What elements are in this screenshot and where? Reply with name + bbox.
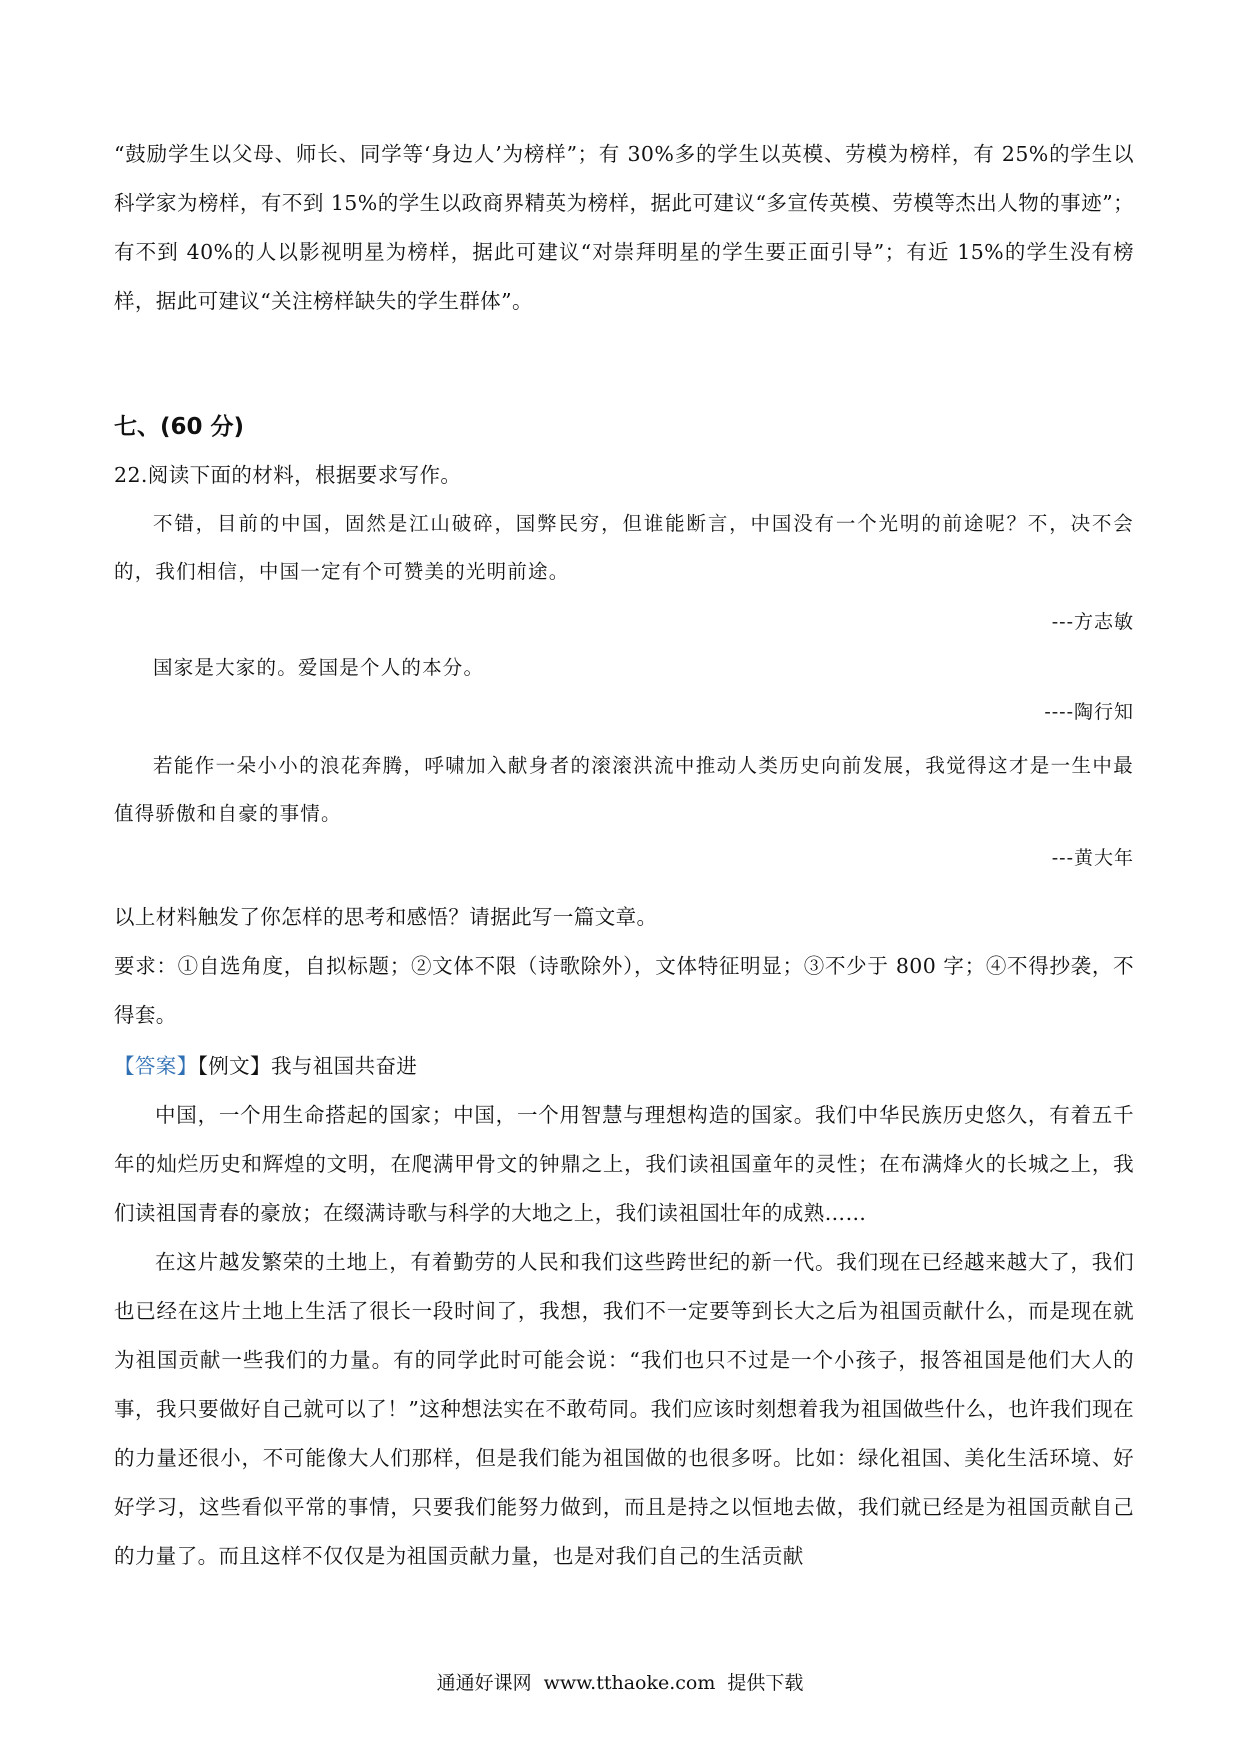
quote-author: ---黄大年 bbox=[1051, 847, 1134, 869]
intro-paragraph: “鼓励学生以父母、师长、同学等‘身边人’为榜样”；有 30%多的学生以英模、劳模为榜样，有 25%的学生以科学家为榜样，有不到 15%的学生以政商界精英为榜样，据此可建议“多宣传英模、劳模等杰出人物的事迹”；有不到 40%的人以影视明星为榜样，据此可建议“对崇拜明星的学生要正面引导”；有近 15%的学生没有榜样，据此可建议“关注榜样缺失的学生群体”。 bbox=[114, 142, 1134, 313]
essay-paragraph: 中国，一个用生命搭起的国家；中国，一个用智慧与理想构造的国家。我们中华民族历史悠久，有着五千年的灿烂历史和辉煌的文明，在爬满甲骨文的钟鼎之上，我们读祖国童年的灵性；在布满烽火的长城之上，我们读祖国青春的豪放；在缀满诗歌与科学的大地之上，我们读祖国壮年的成熟…… bbox=[114, 1103, 1134, 1225]
writing-task: 以上材料触发了你怎样的思考和感悟？请据此写一篇文章。 bbox=[114, 905, 658, 929]
quote-text: 国家是大家的。爱国是个人的本分。 bbox=[153, 656, 485, 679]
writing-requirements: 要求：①自选角度，自拟标题；②文体不限（诗歌除外），文体特征明显；③不少于 800 字；④不得抄袭，不得套。 bbox=[114, 954, 1134, 1027]
answer-block bbox=[114, 1042, 1134, 1581]
answer-tag: 【答案】 bbox=[114, 1054, 198, 1078]
essay-title: 我与祖国共奋进 bbox=[270, 1054, 418, 1078]
footer-url[interactable]: www.tthaoke.com bbox=[543, 1672, 716, 1694]
intro-block bbox=[114, 130, 1134, 326]
section-title: 七、(60 分) bbox=[114, 414, 245, 440]
quote-2 bbox=[114, 644, 1134, 732]
footer-suffix: 提供下载 bbox=[727, 1672, 804, 1694]
essay-paragraph: 在这片越发繁荣的土地上，有着勤劳的人民和我们这些跨世纪的新一代。我们现在已经越来越大了，我们也已经在这片土地上生活了很长一段时间了，我想，我们不一定要等到长大之后为祖国贡献什么，而是现在就为祖国贡献一些我们的力量。有的同学此时可能会说：“我们也只不过是一个小孩子，报答祖国是他们大人的事，我只要做好自己就可以了！”这种想法实在不敢苟同。我们应该时刻想着我为祖国做些什么，也许我们现在的力量还很小，不可能像大人们那样，但是我们能为祖国做的也很多呀。比如：绿化祖国、美化生活环境、好好学习，这些看似平常的事情，只要我们能努力做到，而且是持之以恒地去做，我们就已经是为祖国贡献自己的力量了。而且这样不仅仅是为祖国贡献力量，也是对我们自己的生活贡献 bbox=[114, 1250, 1134, 1568]
quote-text: 不错，目前的中国，固然是江山破碎，国弊民穷，但谁能断言，中国没有一个光明的前途呢？不，决不会的，我们相信，中国一定有个可赞美的光明前途。 bbox=[114, 512, 1134, 583]
quote-author: ----陶行知 bbox=[1044, 701, 1134, 723]
question-prompt: 22.阅读下面的材料，根据要求写作。 bbox=[114, 463, 462, 487]
question-block bbox=[114, 451, 1134, 500]
quote-3 bbox=[114, 742, 1134, 878]
answer-heading bbox=[114, 1042, 1134, 1091]
quote-text: 若能作一朵小小的浪花奔腾，呼啸加入献身者的滚滚洪流中推动人类历史向前发展，我觉得这才是一生中最值得骄傲和自豪的事情。 bbox=[114, 754, 1134, 825]
page-footer bbox=[0, 1668, 1240, 1698]
section-heading-block bbox=[114, 407, 1134, 447]
task-block bbox=[114, 893, 1134, 1040]
example-label: 【例文】 bbox=[197, 1054, 271, 1078]
quote-author: ---方志敏 bbox=[1051, 611, 1134, 633]
footer-site-name: 通通好课网 bbox=[436, 1672, 532, 1694]
quote-1 bbox=[114, 500, 1134, 642]
